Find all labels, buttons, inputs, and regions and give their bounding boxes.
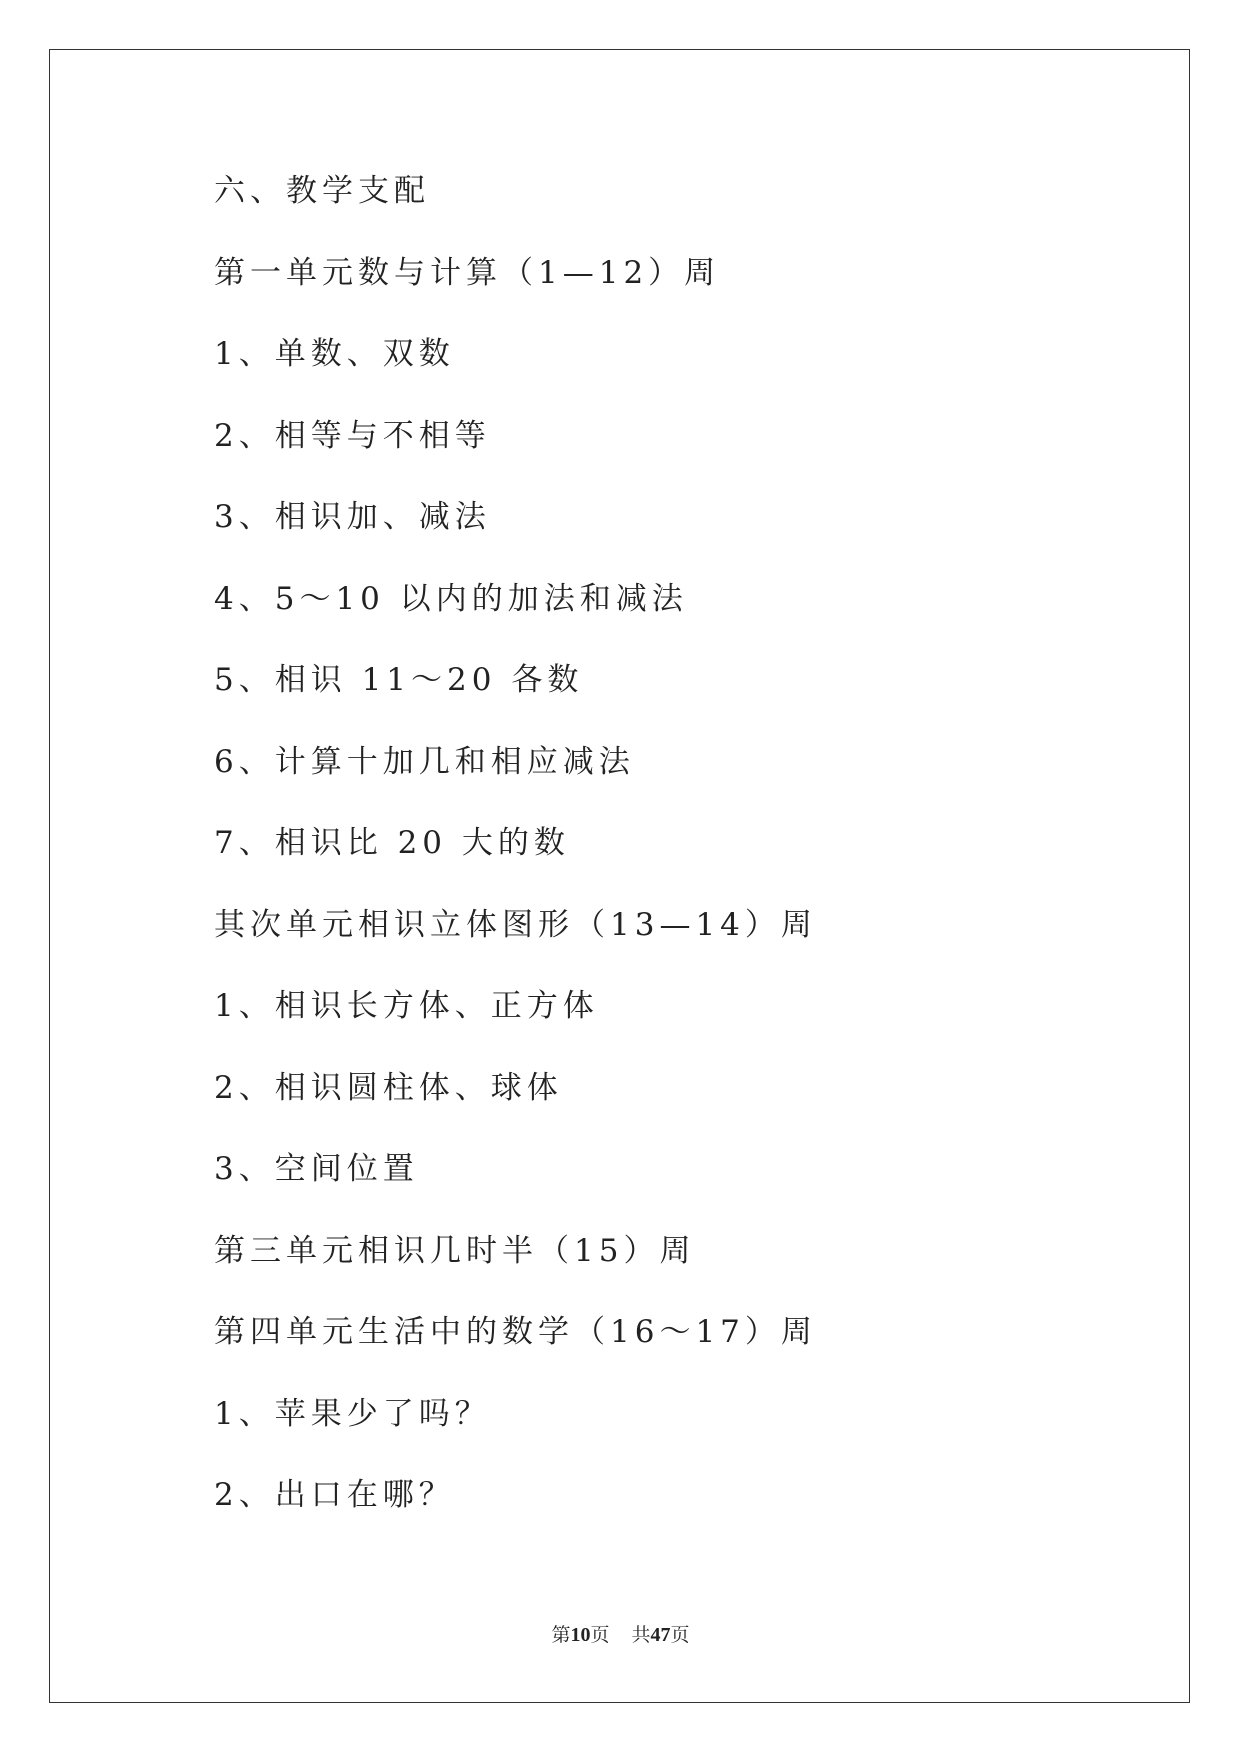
document-body	[214, 165, 1114, 1551]
unit-heading-2: 其次单元相识立体图形（13—14）周	[214, 906, 817, 943]
unit-heading-3: 第三单元相识几时半（15）周	[214, 1232, 696, 1269]
list-item: 1、苹果少了吗？	[214, 1395, 491, 1432]
list-item: 1、相识长方体、正方体	[214, 988, 599, 1024]
unit-heading-1: 第一单元数与计算（1—12）周	[214, 254, 721, 291]
total-suffix: 页	[670, 1624, 690, 1646]
list-item: 1、单数、双数	[214, 336, 455, 372]
unit-heading-4: 第四单元生活中的数学（16～17）周	[214, 1314, 817, 1350]
list-item: 3、空间位置	[214, 1151, 419, 1187]
total-prefix: 共	[631, 1624, 651, 1646]
list-item: 3、相识加、减法	[214, 499, 491, 535]
list-item: 7、相识比 20 大的数	[214, 825, 570, 861]
section-heading: 六、教学支配	[214, 173, 430, 209]
page-suffix: 页	[590, 1624, 610, 1646]
list-item: 2、相识圆柱体、球体	[214, 1069, 563, 1106]
page-prefix: 第	[551, 1624, 571, 1646]
list-item: 6、计算十加几和相应减法	[214, 743, 635, 780]
total-page-count: 47	[650, 1624, 671, 1646]
list-item: 4、5～10 以内的加法和减法	[214, 580, 688, 617]
list-item: 2、出口在哪？	[214, 1477, 455, 1513]
current-page-number: 10	[570, 1624, 591, 1646]
page-footer	[0, 1620, 1241, 1647]
list-item: 2、相等与不相等	[214, 417, 491, 454]
list-item: 5、相识 11～20 各数	[214, 662, 584, 698]
